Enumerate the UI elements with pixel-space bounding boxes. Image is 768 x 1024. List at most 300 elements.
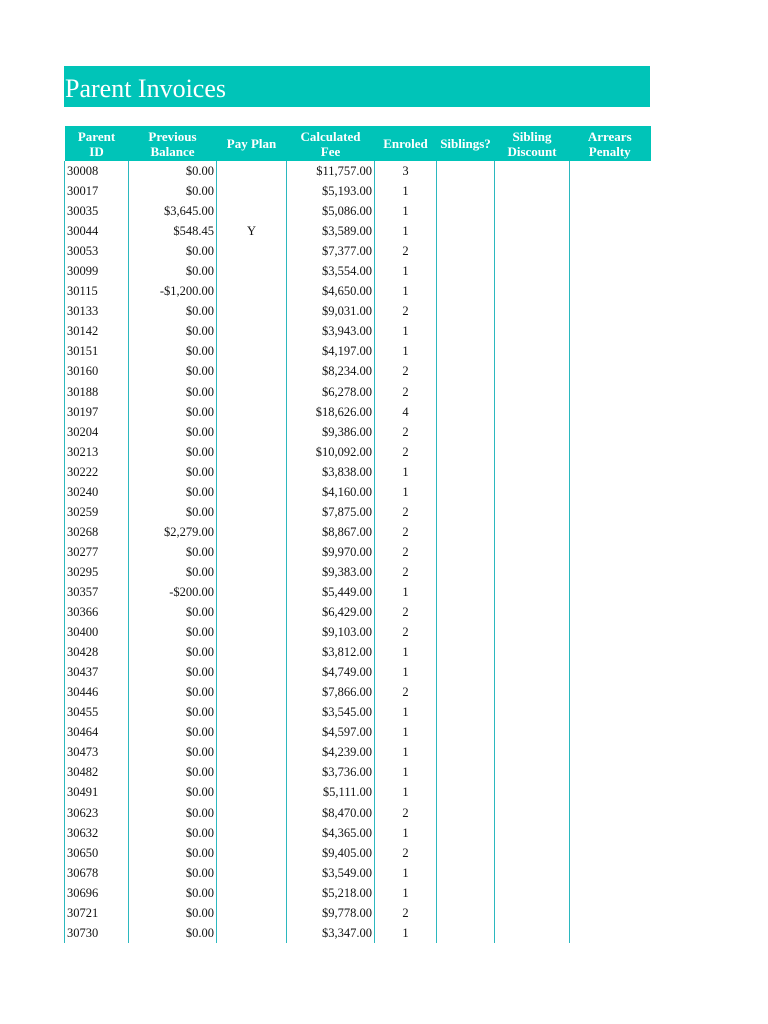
cell-pay-plan[interactable] — [217, 923, 287, 943]
cell-enroled[interactable]: 3 — [375, 161, 437, 181]
cell-sibling-discount[interactable] — [495, 201, 570, 221]
cell-pay-plan[interactable] — [217, 662, 287, 682]
cell-calculated-fee[interactable]: $9,970.00 — [287, 542, 375, 562]
cell-parent-id[interactable]: 30017 — [65, 181, 129, 201]
cell-enroled[interactable]: 2 — [375, 562, 437, 582]
cell-parent-id[interactable]: 30366 — [65, 602, 129, 622]
cell-pay-plan[interactable] — [217, 903, 287, 923]
cell-enroled[interactable]: 1 — [375, 341, 437, 361]
cell-siblings[interactable] — [437, 462, 495, 482]
cell-sibling-discount[interactable] — [495, 321, 570, 341]
cell-arrears-penalty[interactable] — [570, 502, 651, 522]
cell-previous-balance[interactable]: $0.00 — [129, 361, 217, 381]
cell-parent-id[interactable]: 30632 — [65, 823, 129, 843]
header-arrears-penalty[interactable]: Arrears Penalty — [570, 126, 651, 161]
cell-siblings[interactable] — [437, 201, 495, 221]
cell-siblings[interactable] — [437, 702, 495, 722]
cell-parent-id[interactable]: 30721 — [65, 903, 129, 923]
cell-pay-plan[interactable] — [217, 281, 287, 301]
cell-parent-id[interactable]: 30482 — [65, 762, 129, 782]
cell-sibling-discount[interactable] — [495, 622, 570, 642]
cell-enroled[interactable]: 1 — [375, 782, 437, 802]
cell-enroled[interactable]: 1 — [375, 642, 437, 662]
cell-arrears-penalty[interactable] — [570, 281, 651, 301]
cell-siblings[interactable] — [437, 221, 495, 241]
cell-previous-balance[interactable]: -$200.00 — [129, 582, 217, 602]
cell-arrears-penalty[interactable] — [570, 422, 651, 442]
cell-sibling-discount[interactable] — [495, 502, 570, 522]
cell-calculated-fee[interactable]: $3,812.00 — [287, 642, 375, 662]
cell-parent-id[interactable]: 30142 — [65, 321, 129, 341]
cell-pay-plan[interactable] — [217, 562, 287, 582]
cell-enroled[interactable]: 1 — [375, 482, 437, 502]
cell-calculated-fee[interactable]: $11,757.00 — [287, 161, 375, 181]
cell-pay-plan[interactable] — [217, 422, 287, 442]
cell-parent-id[interactable]: 30044 — [65, 221, 129, 241]
cell-enroled[interactable]: 2 — [375, 241, 437, 261]
cell-previous-balance[interactable]: $0.00 — [129, 301, 217, 321]
cell-sibling-discount[interactable] — [495, 682, 570, 702]
cell-siblings[interactable] — [437, 442, 495, 462]
cell-siblings[interactable] — [437, 402, 495, 422]
cell-enroled[interactable]: 4 — [375, 402, 437, 422]
cell-parent-id[interactable]: 30455 — [65, 702, 129, 722]
header-parent-id[interactable]: Parent ID — [65, 126, 129, 161]
cell-sibling-discount[interactable] — [495, 883, 570, 903]
cell-calculated-fee[interactable]: $10,092.00 — [287, 442, 375, 462]
cell-enroled[interactable]: 2 — [375, 622, 437, 642]
cell-pay-plan[interactable] — [217, 702, 287, 722]
cell-arrears-penalty[interactable] — [570, 903, 651, 923]
cell-sibling-discount[interactable] — [495, 422, 570, 442]
cell-sibling-discount[interactable] — [495, 382, 570, 402]
cell-calculated-fee[interactable]: $3,347.00 — [287, 923, 375, 943]
cell-siblings[interactable] — [437, 181, 495, 201]
cell-enroled[interactable]: 1 — [375, 702, 437, 722]
cell-siblings[interactable] — [437, 422, 495, 442]
cell-pay-plan[interactable] — [217, 161, 287, 181]
cell-sibling-discount[interactable] — [495, 903, 570, 923]
cell-parent-id[interactable]: 30650 — [65, 843, 129, 863]
cell-previous-balance[interactable]: -$1,200.00 — [129, 281, 217, 301]
cell-calculated-fee[interactable]: $4,597.00 — [287, 722, 375, 742]
cell-parent-id[interactable]: 30259 — [65, 502, 129, 522]
cell-enroled[interactable]: 1 — [375, 863, 437, 883]
cell-calculated-fee[interactable]: $5,086.00 — [287, 201, 375, 221]
cell-previous-balance[interactable]: $0.00 — [129, 642, 217, 662]
cell-sibling-discount[interactable] — [495, 923, 570, 943]
cell-calculated-fee[interactable]: $6,278.00 — [287, 382, 375, 402]
cell-pay-plan[interactable] — [217, 782, 287, 802]
cell-siblings[interactable] — [437, 281, 495, 301]
cell-siblings[interactable] — [437, 582, 495, 602]
cell-calculated-fee[interactable]: $8,470.00 — [287, 803, 375, 823]
cell-previous-balance[interactable]: $3,645.00 — [129, 201, 217, 221]
cell-arrears-penalty[interactable] — [570, 542, 651, 562]
cell-parent-id[interactable]: 30008 — [65, 161, 129, 181]
cell-previous-balance[interactable]: $2,279.00 — [129, 522, 217, 542]
cell-sibling-discount[interactable] — [495, 602, 570, 622]
cell-sibling-discount[interactable] — [495, 742, 570, 762]
cell-arrears-penalty[interactable] — [570, 321, 651, 341]
cell-arrears-penalty[interactable] — [570, 602, 651, 622]
cell-siblings[interactable] — [437, 261, 495, 281]
cell-pay-plan[interactable] — [217, 522, 287, 542]
cell-enroled[interactable]: 2 — [375, 422, 437, 442]
cell-previous-balance[interactable]: $0.00 — [129, 762, 217, 782]
cell-enroled[interactable]: 1 — [375, 181, 437, 201]
cell-parent-id[interactable]: 30437 — [65, 662, 129, 682]
cell-pay-plan[interactable] — [217, 482, 287, 502]
cell-enroled[interactable]: 1 — [375, 883, 437, 903]
cell-parent-id[interactable]: 30160 — [65, 361, 129, 381]
cell-siblings[interactable] — [437, 341, 495, 361]
cell-enroled[interactable]: 2 — [375, 301, 437, 321]
cell-sibling-discount[interactable] — [495, 542, 570, 562]
cell-arrears-penalty[interactable] — [570, 722, 651, 742]
cell-pay-plan[interactable] — [217, 602, 287, 622]
cell-pay-plan[interactable] — [217, 622, 287, 642]
cell-previous-balance[interactable]: $0.00 — [129, 241, 217, 261]
cell-siblings[interactable] — [437, 742, 495, 762]
header-siblings[interactable]: Siblings? — [437, 126, 495, 161]
cell-previous-balance[interactable]: $0.00 — [129, 702, 217, 722]
cell-previous-balance[interactable]: $0.00 — [129, 161, 217, 181]
cell-siblings[interactable] — [437, 542, 495, 562]
cell-calculated-fee[interactable]: $3,736.00 — [287, 762, 375, 782]
cell-pay-plan[interactable] — [217, 321, 287, 341]
cell-calculated-fee[interactable]: $3,549.00 — [287, 863, 375, 883]
cell-pay-plan[interactable] — [217, 181, 287, 201]
cell-calculated-fee[interactable]: $9,031.00 — [287, 301, 375, 321]
cell-arrears-penalty[interactable] — [570, 702, 651, 722]
cell-calculated-fee[interactable]: $5,193.00 — [287, 181, 375, 201]
cell-sibling-discount[interactable] — [495, 261, 570, 281]
cell-sibling-discount[interactable] — [495, 702, 570, 722]
cell-calculated-fee[interactable]: $3,554.00 — [287, 261, 375, 281]
cell-enroled[interactable]: 2 — [375, 522, 437, 542]
cell-calculated-fee[interactable]: $4,160.00 — [287, 482, 375, 502]
cell-enroled[interactable]: 2 — [375, 903, 437, 923]
cell-sibling-discount[interactable] — [495, 482, 570, 502]
cell-siblings[interactable] — [437, 562, 495, 582]
cell-siblings[interactable] — [437, 241, 495, 261]
cell-calculated-fee[interactable]: $5,111.00 — [287, 782, 375, 802]
cell-siblings[interactable] — [437, 883, 495, 903]
cell-pay-plan[interactable] — [217, 301, 287, 321]
cell-previous-balance[interactable]: $0.00 — [129, 382, 217, 402]
cell-previous-balance[interactable]: $0.00 — [129, 823, 217, 843]
cell-parent-id[interactable]: 30151 — [65, 341, 129, 361]
cell-previous-balance[interactable]: $0.00 — [129, 883, 217, 903]
cell-enroled[interactable]: 2 — [375, 502, 437, 522]
cell-enroled[interactable]: 1 — [375, 722, 437, 742]
cell-pay-plan[interactable] — [217, 803, 287, 823]
cell-enroled[interactable]: 2 — [375, 382, 437, 402]
cell-arrears-penalty[interactable] — [570, 522, 651, 542]
cell-arrears-penalty[interactable] — [570, 622, 651, 642]
cell-parent-id[interactable]: 30188 — [65, 382, 129, 402]
cell-siblings[interactable] — [437, 301, 495, 321]
cell-calculated-fee[interactable]: $4,365.00 — [287, 823, 375, 843]
cell-sibling-discount[interactable] — [495, 863, 570, 883]
cell-pay-plan[interactable] — [217, 722, 287, 742]
cell-calculated-fee[interactable]: $9,405.00 — [287, 843, 375, 863]
cell-parent-id[interactable]: 30197 — [65, 402, 129, 422]
cell-arrears-penalty[interactable] — [570, 402, 651, 422]
cell-calculated-fee[interactable]: $7,377.00 — [287, 241, 375, 261]
cell-siblings[interactable] — [437, 602, 495, 622]
cell-siblings[interactable] — [437, 722, 495, 742]
cell-siblings[interactable] — [437, 903, 495, 923]
cell-previous-balance[interactable]: $0.00 — [129, 923, 217, 943]
cell-sibling-discount[interactable] — [495, 843, 570, 863]
cell-arrears-penalty[interactable] — [570, 582, 651, 602]
cell-sibling-discount[interactable] — [495, 462, 570, 482]
cell-previous-balance[interactable]: $0.00 — [129, 903, 217, 923]
cell-calculated-fee[interactable]: $3,589.00 — [287, 221, 375, 241]
cell-parent-id[interactable]: 30204 — [65, 422, 129, 442]
cell-arrears-penalty[interactable] — [570, 301, 651, 321]
cell-enroled[interactable]: 2 — [375, 803, 437, 823]
cell-previous-balance[interactable]: $0.00 — [129, 742, 217, 762]
cell-sibling-discount[interactable] — [495, 782, 570, 802]
cell-arrears-penalty[interactable] — [570, 482, 651, 502]
cell-sibling-discount[interactable] — [495, 562, 570, 582]
cell-pay-plan[interactable] — [217, 402, 287, 422]
cell-previous-balance[interactable]: $0.00 — [129, 341, 217, 361]
cell-pay-plan[interactable] — [217, 261, 287, 281]
cell-parent-id[interactable]: 30295 — [65, 562, 129, 582]
cell-pay-plan[interactable] — [217, 682, 287, 702]
cell-arrears-penalty[interactable] — [570, 241, 651, 261]
cell-siblings[interactable] — [437, 682, 495, 702]
cell-enroled[interactable]: 1 — [375, 582, 437, 602]
cell-arrears-penalty[interactable] — [570, 883, 651, 903]
cell-enroled[interactable]: 2 — [375, 843, 437, 863]
cell-calculated-fee[interactable]: $5,218.00 — [287, 883, 375, 903]
cell-pay-plan[interactable] — [217, 462, 287, 482]
cell-sibling-discount[interactable] — [495, 722, 570, 742]
cell-siblings[interactable] — [437, 782, 495, 802]
cell-previous-balance[interactable]: $0.00 — [129, 662, 217, 682]
cell-calculated-fee[interactable]: $4,197.00 — [287, 341, 375, 361]
cell-parent-id[interactable]: 30473 — [65, 742, 129, 762]
cell-calculated-fee[interactable]: $3,943.00 — [287, 321, 375, 341]
cell-enroled[interactable]: 2 — [375, 542, 437, 562]
cell-parent-id[interactable]: 30099 — [65, 261, 129, 281]
cell-arrears-penalty[interactable] — [570, 782, 651, 802]
cell-enroled[interactable]: 1 — [375, 261, 437, 281]
cell-parent-id[interactable]: 30240 — [65, 482, 129, 502]
cell-siblings[interactable] — [437, 161, 495, 181]
cell-pay-plan[interactable] — [217, 742, 287, 762]
cell-sibling-discount[interactable] — [495, 823, 570, 843]
cell-pay-plan[interactable]: Y — [217, 221, 287, 241]
cell-calculated-fee[interactable]: $3,838.00 — [287, 462, 375, 482]
cell-arrears-penalty[interactable] — [570, 382, 651, 402]
cell-sibling-discount[interactable] — [495, 161, 570, 181]
cell-previous-balance[interactable]: $0.00 — [129, 863, 217, 883]
cell-enroled[interactable]: 1 — [375, 462, 437, 482]
cell-arrears-penalty[interactable] — [570, 682, 651, 702]
cell-calculated-fee[interactable]: $9,778.00 — [287, 903, 375, 923]
cell-siblings[interactable] — [437, 823, 495, 843]
header-calculated-fee[interactable]: Calculated Fee — [287, 126, 375, 161]
cell-parent-id[interactable]: 30268 — [65, 522, 129, 542]
cell-pay-plan[interactable] — [217, 883, 287, 903]
cell-pay-plan[interactable] — [217, 582, 287, 602]
cell-arrears-penalty[interactable] — [570, 803, 651, 823]
cell-previous-balance[interactable]: $0.00 — [129, 803, 217, 823]
cell-calculated-fee[interactable]: $9,103.00 — [287, 622, 375, 642]
cell-sibling-discount[interactable] — [495, 642, 570, 662]
cell-sibling-discount[interactable] — [495, 803, 570, 823]
cell-previous-balance[interactable]: $0.00 — [129, 181, 217, 201]
cell-pay-plan[interactable] — [217, 542, 287, 562]
cell-previous-balance[interactable]: $0.00 — [129, 502, 217, 522]
cell-arrears-penalty[interactable] — [570, 742, 651, 762]
cell-sibling-discount[interactable] — [495, 522, 570, 542]
cell-arrears-penalty[interactable] — [570, 843, 651, 863]
cell-parent-id[interactable]: 30464 — [65, 722, 129, 742]
cell-calculated-fee[interactable]: $4,239.00 — [287, 742, 375, 762]
cell-sibling-discount[interactable] — [495, 341, 570, 361]
cell-pay-plan[interactable] — [217, 502, 287, 522]
cell-parent-id[interactable]: 30623 — [65, 803, 129, 823]
cell-siblings[interactable] — [437, 843, 495, 863]
cell-siblings[interactable] — [437, 622, 495, 642]
cell-previous-balance[interactable]: $0.00 — [129, 422, 217, 442]
cell-pay-plan[interactable] — [217, 642, 287, 662]
cell-calculated-fee[interactable]: $7,866.00 — [287, 682, 375, 702]
cell-pay-plan[interactable] — [217, 863, 287, 883]
cell-sibling-discount[interactable] — [495, 221, 570, 241]
cell-calculated-fee[interactable]: $18,626.00 — [287, 402, 375, 422]
cell-previous-balance[interactable]: $0.00 — [129, 622, 217, 642]
cell-previous-balance[interactable]: $0.00 — [129, 261, 217, 281]
cell-pay-plan[interactable] — [217, 442, 287, 462]
cell-arrears-penalty[interactable] — [570, 823, 651, 843]
cell-siblings[interactable] — [437, 321, 495, 341]
cell-sibling-discount[interactable] — [495, 402, 570, 422]
cell-pay-plan[interactable] — [217, 843, 287, 863]
cell-arrears-penalty[interactable] — [570, 181, 651, 201]
cell-calculated-fee[interactable]: $8,867.00 — [287, 522, 375, 542]
cell-calculated-fee[interactable]: $4,650.00 — [287, 281, 375, 301]
cell-siblings[interactable] — [437, 382, 495, 402]
cell-previous-balance[interactable]: $0.00 — [129, 722, 217, 742]
cell-siblings[interactable] — [437, 662, 495, 682]
cell-sibling-discount[interactable] — [495, 361, 570, 381]
cell-siblings[interactable] — [437, 482, 495, 502]
cell-previous-balance[interactable]: $0.00 — [129, 682, 217, 702]
cell-pay-plan[interactable] — [217, 201, 287, 221]
cell-parent-id[interactable]: 30053 — [65, 241, 129, 261]
cell-enroled[interactable]: 1 — [375, 923, 437, 943]
cell-enroled[interactable]: 1 — [375, 823, 437, 843]
cell-arrears-penalty[interactable] — [570, 221, 651, 241]
cell-calculated-fee[interactable]: $4,749.00 — [287, 662, 375, 682]
cell-pay-plan[interactable] — [217, 823, 287, 843]
cell-sibling-discount[interactable] — [495, 662, 570, 682]
cell-calculated-fee[interactable]: $3,545.00 — [287, 702, 375, 722]
header-sibling-discount[interactable]: Sibling Discount — [495, 126, 570, 161]
header-previous-balance[interactable]: Previous Balance — [129, 126, 217, 161]
cell-calculated-fee[interactable]: $6,429.00 — [287, 602, 375, 622]
cell-previous-balance[interactable]: $0.00 — [129, 402, 217, 422]
cell-parent-id[interactable]: 30357 — [65, 582, 129, 602]
cell-pay-plan[interactable] — [217, 341, 287, 361]
cell-previous-balance[interactable]: $0.00 — [129, 482, 217, 502]
cell-siblings[interactable] — [437, 762, 495, 782]
cell-enroled[interactable]: 2 — [375, 442, 437, 462]
cell-siblings[interactable] — [437, 642, 495, 662]
cell-arrears-penalty[interactable] — [570, 662, 651, 682]
cell-parent-id[interactable]: 30730 — [65, 923, 129, 943]
cell-sibling-discount[interactable] — [495, 442, 570, 462]
cell-calculated-fee[interactable]: $5,449.00 — [287, 582, 375, 602]
cell-pay-plan[interactable] — [217, 762, 287, 782]
cell-arrears-penalty[interactable] — [570, 261, 651, 281]
header-enroled[interactable]: Enroled — [375, 126, 437, 161]
cell-parent-id[interactable]: 30277 — [65, 542, 129, 562]
cell-previous-balance[interactable]: $0.00 — [129, 843, 217, 863]
cell-parent-id[interactable]: 30428 — [65, 642, 129, 662]
cell-sibling-discount[interactable] — [495, 281, 570, 301]
cell-calculated-fee[interactable]: $7,875.00 — [287, 502, 375, 522]
cell-sibling-discount[interactable] — [495, 241, 570, 261]
cell-parent-id[interactable]: 30222 — [65, 462, 129, 482]
cell-previous-balance[interactable]: $0.00 — [129, 442, 217, 462]
cell-arrears-penalty[interactable] — [570, 923, 651, 943]
cell-parent-id[interactable]: 30213 — [65, 442, 129, 462]
cell-parent-id[interactable]: 30446 — [65, 682, 129, 702]
cell-enroled[interactable]: 1 — [375, 662, 437, 682]
cell-previous-balance[interactable]: $0.00 — [129, 782, 217, 802]
cell-enroled[interactable]: 2 — [375, 682, 437, 702]
cell-calculated-fee[interactable]: $9,383.00 — [287, 562, 375, 582]
cell-siblings[interactable] — [437, 502, 495, 522]
cell-sibling-discount[interactable] — [495, 301, 570, 321]
cell-enroled[interactable]: 1 — [375, 742, 437, 762]
cell-enroled[interactable]: 1 — [375, 281, 437, 301]
cell-sibling-discount[interactable] — [495, 582, 570, 602]
cell-siblings[interactable] — [437, 361, 495, 381]
cell-arrears-penalty[interactable] — [570, 361, 651, 381]
cell-pay-plan[interactable] — [217, 361, 287, 381]
cell-enroled[interactable]: 2 — [375, 602, 437, 622]
header-pay-plan[interactable]: Pay Plan — [217, 126, 287, 161]
cell-arrears-penalty[interactable] — [570, 442, 651, 462]
cell-parent-id[interactable]: 30035 — [65, 201, 129, 221]
cell-calculated-fee[interactable]: $9,386.00 — [287, 422, 375, 442]
cell-previous-balance[interactable]: $0.00 — [129, 562, 217, 582]
cell-pay-plan[interactable] — [217, 382, 287, 402]
cell-previous-balance[interactable]: $0.00 — [129, 321, 217, 341]
cell-enroled[interactable]: 1 — [375, 201, 437, 221]
cell-previous-balance[interactable]: $0.00 — [129, 542, 217, 562]
cell-enroled[interactable]: 1 — [375, 221, 437, 241]
cell-arrears-penalty[interactable] — [570, 161, 651, 181]
cell-parent-id[interactable]: 30400 — [65, 622, 129, 642]
cell-arrears-penalty[interactable] — [570, 762, 651, 782]
cell-previous-balance[interactable]: $548.45 — [129, 221, 217, 241]
cell-parent-id[interactable]: 30115 — [65, 281, 129, 301]
cell-siblings[interactable] — [437, 923, 495, 943]
cell-arrears-penalty[interactable] — [570, 863, 651, 883]
cell-enroled[interactable]: 1 — [375, 762, 437, 782]
